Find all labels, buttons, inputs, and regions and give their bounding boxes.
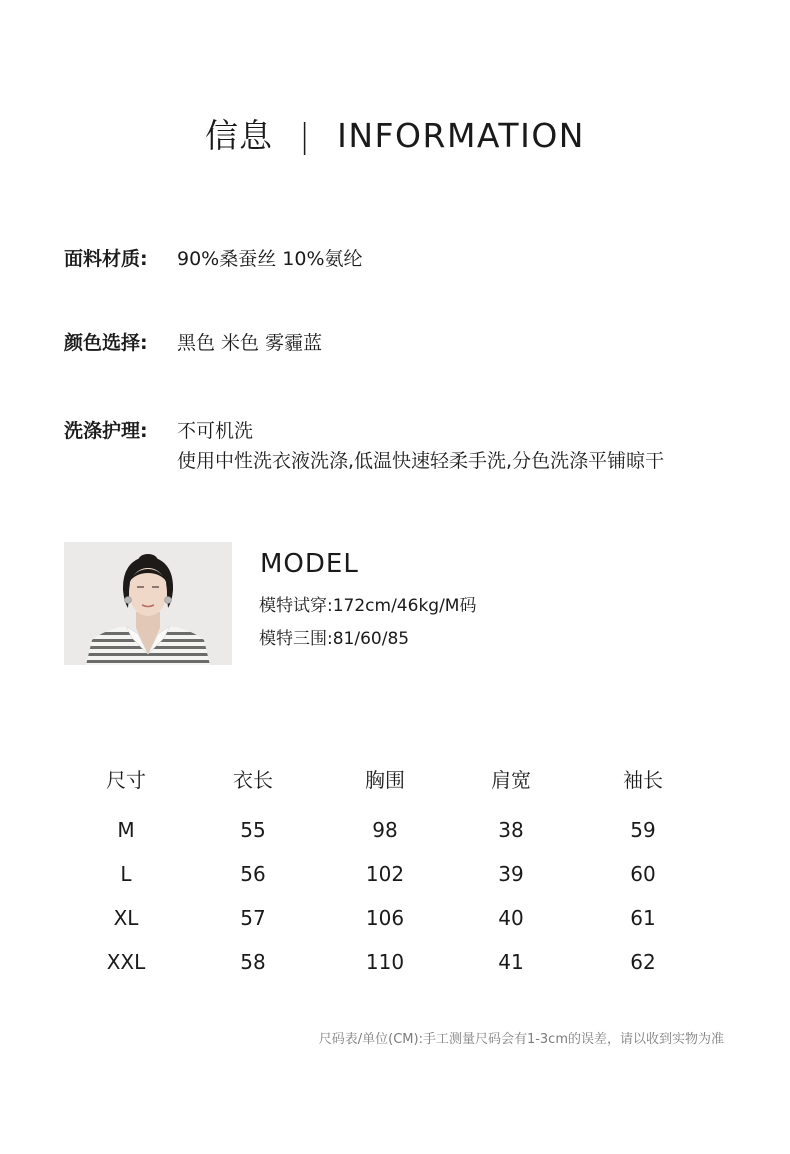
size-cell: L xyxy=(120,862,132,886)
size-cell: M xyxy=(117,818,135,842)
fabric-label: 面料材质: xyxy=(64,248,148,270)
size-cell: XL xyxy=(113,906,139,930)
size-cell: 102 xyxy=(365,862,405,886)
size-cell: 39 xyxy=(498,862,524,886)
model-measurements: 模特三围:81/60/85 xyxy=(259,629,410,649)
color-value: 黑色 米色 雾霾蓝 xyxy=(177,332,323,354)
model-photo xyxy=(64,542,232,665)
size-header-bust: 胸围 xyxy=(365,768,405,792)
size-header-sleeve: 袖长 xyxy=(623,768,663,792)
color-label: 颜色选择: xyxy=(64,332,148,354)
size-cell: 106 xyxy=(365,906,405,930)
washing-line-1: 不可机洗 xyxy=(177,420,254,442)
title-separator: | xyxy=(299,116,312,155)
title-en: INFORMATION xyxy=(337,116,585,155)
size-header-size: 尺寸 xyxy=(106,768,146,792)
section-title xyxy=(0,110,790,157)
size-cell: 60 xyxy=(630,862,656,886)
size-cell: 59 xyxy=(630,818,656,842)
size-cell: 38 xyxy=(498,818,524,842)
size-cell: XXL xyxy=(106,950,146,974)
size-cell: 98 xyxy=(372,818,398,842)
title-cn: 信息 xyxy=(205,116,274,155)
washing-line-2: 使用中性洗衣液洗涤,低温快速轻柔手洗,分色洗涤平铺晾干 xyxy=(177,450,665,472)
size-cell: 56 xyxy=(240,862,266,886)
washing-label: 洗涤护理: xyxy=(64,420,148,442)
size-cell: 61 xyxy=(630,906,656,930)
model-fitting-info: 模特试穿:172cm/46kg/M码 xyxy=(259,596,477,616)
size-header-length: 衣长 xyxy=(233,768,273,792)
size-header-shoulder: 肩宽 xyxy=(491,768,531,792)
size-cell: 55 xyxy=(240,818,266,842)
model-portrait-image xyxy=(64,542,232,665)
size-cell: 62 xyxy=(630,950,656,974)
size-footnote: 尺码表/单位(CM):手工测量尺码会有1-3cm的误差，请以收到实物为准 xyxy=(318,1032,724,1047)
size-cell: 57 xyxy=(240,906,266,930)
size-cell: 58 xyxy=(240,950,266,974)
size-cell: 40 xyxy=(498,906,524,930)
size-cell: 41 xyxy=(498,950,524,974)
size-cell: 110 xyxy=(365,950,405,974)
fabric-value: 90%桑蚕丝 10%氨纶 xyxy=(177,248,363,270)
model-title: MODEL xyxy=(260,549,359,579)
